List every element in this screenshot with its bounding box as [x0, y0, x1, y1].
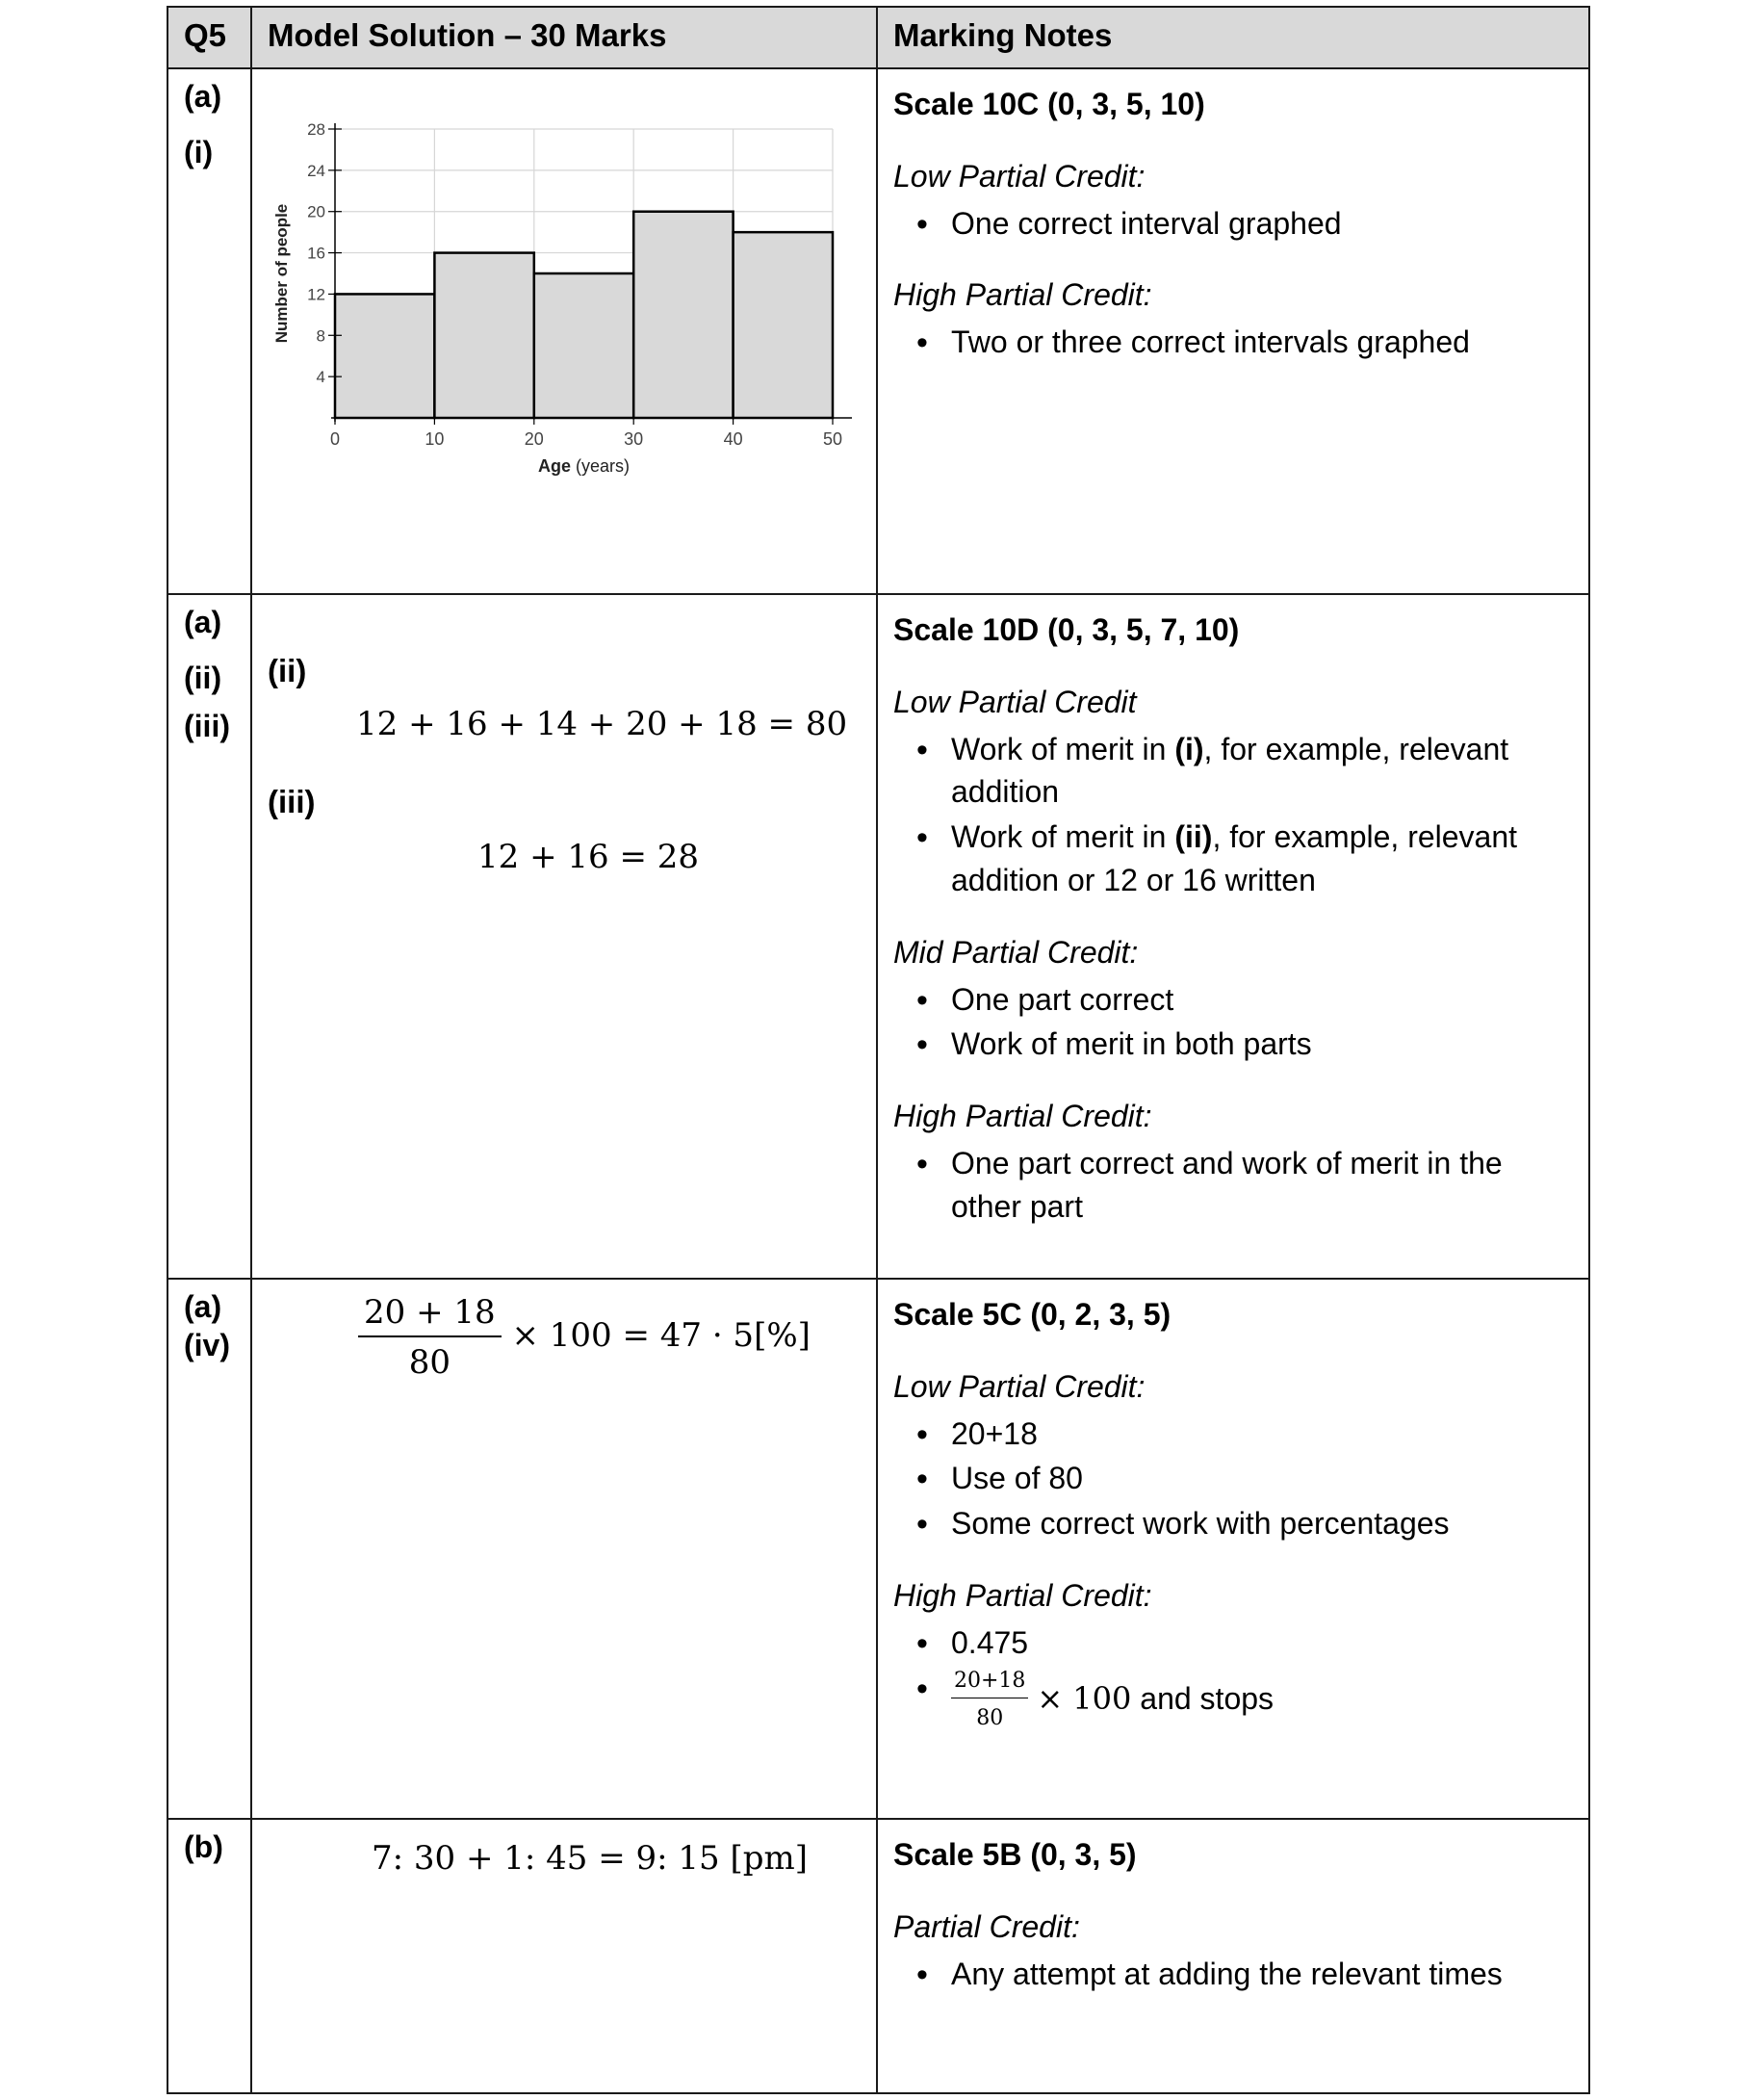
row4-label-cell	[167, 1819, 251, 2093]
row3-label-iv: (iv)	[184, 1328, 230, 1362]
row3-notes-cell	[877, 1279, 1589, 1819]
list-item: • Some correct work with percentages	[951, 1502, 1573, 1545]
row2-notes-cell	[877, 594, 1589, 1279]
header-q: Q5	[167, 7, 251, 68]
y-tick-label: 16	[307, 244, 325, 263]
list-item: • Two or three correct intervals graphed	[951, 321, 1573, 364]
sol-ii-label: (ii)	[268, 653, 307, 688]
x-tick-label: 20	[524, 429, 544, 449]
row-a-i	[167, 68, 1589, 594]
row4-partial-title: Partial Credit:	[893, 1908, 1080, 1944]
histogram-bar	[434, 253, 533, 418]
row3-label-a: (a)	[184, 1289, 222, 1324]
histogram-chart	[252, 69, 868, 570]
row1-notes-cell	[877, 68, 1589, 594]
row4-notes-cell	[877, 1819, 1589, 2093]
list-item: • $\frac{20+18}{80}$ × 100 and stops	[951, 1667, 1573, 1735]
list-item: • Any attempt at adding the relevant times	[951, 1953, 1573, 1996]
histogram-bar	[633, 212, 733, 418]
y-tick-label: 12	[307, 285, 325, 304]
fraction: $\frac{20 + 18}{80}$	[358, 1293, 502, 1382]
row1-solution-cell	[251, 68, 877, 594]
y-tick-label: 8	[316, 326, 325, 346]
percentage-expression: $\frac{20 + 18}{80}$ × 100 = 47 · 5[%]	[252, 1280, 876, 1382]
sol-iii-expr: 12 + 16 = 28	[477, 838, 699, 876]
histogram-bar	[534, 273, 633, 418]
row3-label-cell	[167, 1279, 251, 1819]
histogram-bar	[335, 294, 434, 418]
row1-high-title: High Partial Credit:	[893, 277, 1152, 313]
row4-scale: Scale 5B (0, 3, 5)	[893, 1837, 1137, 1872]
y-axis-label: Number of people	[272, 203, 291, 344]
y-tick-label: 24	[307, 161, 325, 180]
row2-mid-title: Mid Partial Credit:	[893, 934, 1139, 970]
row-a-iv	[167, 1279, 1589, 1819]
list-item: • One part correct and work of merit in the other part	[951, 1142, 1573, 1229]
row1-label-cell	[167, 68, 251, 594]
x-tick-label: 50	[822, 429, 843, 449]
row3-low-title: Low Partial Credit:	[893, 1368, 1146, 1404]
row3-scale: Scale 5C (0, 2, 3, 5)	[893, 1297, 1172, 1332]
list-item: • Use of 80	[951, 1457, 1573, 1500]
row4-solution-cell	[251, 1819, 877, 2093]
row1-label-a: (a)	[184, 79, 222, 114]
x-tick-label: 0	[329, 429, 341, 449]
list-item: • Work of merit in (ii), for example, relevant addition or 12 or 16 written	[951, 816, 1573, 902]
y-tick-label: 28	[307, 120, 325, 139]
y-tick-label: 4	[316, 368, 325, 387]
row2-high-title: High Partial Credit:	[893, 1099, 1152, 1134]
small-fraction: • $\frac{20+18}{80}$	[951, 1667, 1028, 1735]
row2-label-cell	[167, 594, 251, 1279]
sol-iii-label: (iii)	[268, 784, 316, 819]
list-item: • Work of merit in both parts	[951, 1023, 1573, 1066]
row-a-ii-iii	[167, 594, 1589, 1279]
row-b	[167, 1819, 1589, 2093]
x-tick-label: 30	[624, 429, 644, 449]
row4-label-b: (b)	[184, 1829, 223, 1864]
marking-scheme-table	[167, 6, 1590, 2094]
time-expression: 7: 30 + 1: 45 = 9: 15 [pm]	[372, 1839, 809, 1878]
list-item: • 20+18	[951, 1413, 1573, 1456]
header-notes: Marking Notes	[877, 7, 1589, 68]
list-item: • One part correct	[951, 978, 1573, 1022]
header-row	[167, 7, 1589, 68]
histogram-bar	[734, 232, 833, 418]
row1-label-i: (i)	[184, 135, 214, 169]
row2-label-a: (a)	[184, 605, 222, 639]
row2-low-title: Low Partial Credit	[893, 684, 1137, 719]
row1-scale: Scale 10C (0, 3, 5, 10)	[893, 87, 1205, 121]
row1-low-title: Low Partial Credit:	[893, 158, 1146, 194]
y-tick-label: 20	[307, 202, 325, 221]
x-tick-label: 40	[723, 429, 743, 449]
row3-high-title: High Partial Credit:	[893, 1577, 1152, 1613]
row2-scale: Scale 10D (0, 3, 5, 7, 10)	[893, 612, 1240, 647]
sol-ii-expr: 12 + 16 + 14 + 20 + 18 = 80	[356, 705, 848, 743]
header-solution: Model Solution – 30 Marks	[251, 7, 877, 68]
x-tick-label: 10	[425, 429, 445, 449]
row2-label-ii: (ii)	[184, 661, 222, 695]
row2-label-iii: (iii)	[184, 709, 230, 743]
row2-solution-cell	[251, 594, 877, 1279]
list-item: • 0.475	[951, 1621, 1573, 1665]
list-item: • One correct interval graphed	[951, 202, 1573, 246]
list-item: • Work of merit in (i), for example, relevant addition	[951, 728, 1573, 815]
x-axis-label: Age (years)	[537, 456, 631, 476]
row3-solution-cell	[251, 1279, 877, 1819]
